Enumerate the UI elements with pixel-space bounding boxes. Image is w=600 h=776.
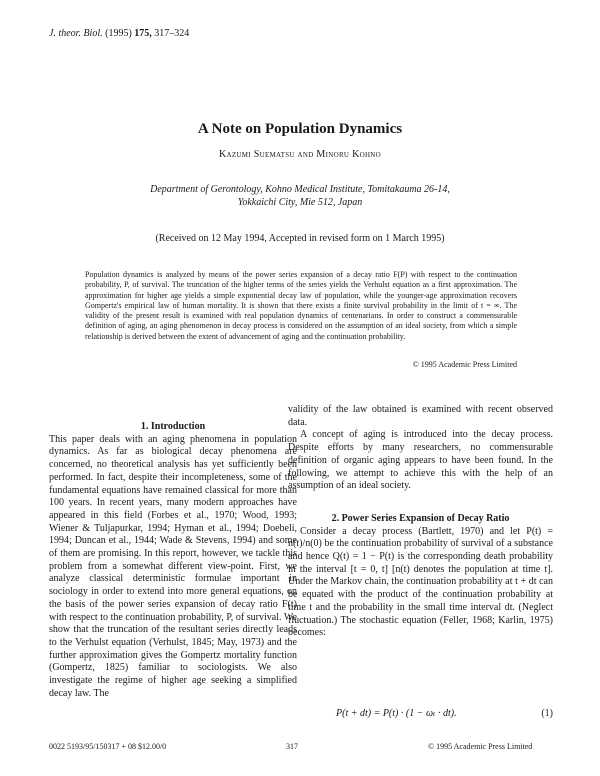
section-1-heading: 1. Introduction [140,421,206,432]
paper-title: A Note on Population Dynamics [197,121,403,137]
left-column [49,421,297,700]
journal-pages: 317–324 [154,28,190,39]
journal-year: (1995) [105,28,132,39]
abstract-copyright: © 1995 Academic Press Limited [412,360,517,369]
section-1-paragraph-1-continued: validity of the law obtained is examined with recent observed data. [288,404,553,428]
footer-page-number: 317 [286,742,298,751]
affiliation-line-1: Department of Gerontology, Kohno Medical Institute, Tomitakauma 26-14, [150,184,450,195]
footer-article-code: 0022 5193/95/150317 + 08 $12.00/0 [49,742,167,751]
section-2-paragraph-1: Consider a decay process (Bartlett, 1970) and let P(t) = n(t)/n(0) be the continuation probability of survival of a substance and hence Q(t) = 1 − P(t) is the corresponding death probability in the interval [t = 0, t] [n(t) denotes the population at time t]. Under the Markov chain, the continuation probability at t + dt can be equated with the product of the continuation probability at time t and the probability in the small time interval dt. (Neglect fluctuation.) The stochastic equation (Feller, 1968; Karlin, 1975) becomes: [288,525,553,639]
section-2-heading: 2. Power Series Expansion of Decay Ratio [331,512,510,524]
received-dates: (Received on 12 May 1994, Accepted in revised form on 1 March 1995) [155,233,445,244]
right-column [288,404,553,640]
paper-authors: Kazumi Suematsu and Minoru Kohno [218,149,382,160]
journal-volume: 175, [134,28,152,39]
affiliation-line-2: Yokkaichi City, Mie 512, Japan [237,197,363,208]
footer-copyright: © 1995 Academic Press Limited [428,742,533,751]
abstract: Population dynamics is analyzed by means of the power series expansion of a decay ratio F(P) with respect to the continuation probability, P, of survival. The truncation of the higher terms of the series yields the Verhulst equation as a first approximation. The approximation for higher age yields a simple exponential decay law of population, while the younger-age approximation recovers Gompertz's empirical law of human mortality. It is shown that there exists a finite survival probability in the limit of t = ∞. The validity of the present result is examined with real population dynamics of centenarians. In order to construct a commensurable definition of aging, an aging phenomenon in decay process is considered on the assumption of an ideal society, from which a simple relationship is derived between the extent of advancement of aging and the continuation probability. [85,270,517,341]
section-spacer [288,493,553,513]
journal-name: J. theor. Biol. [49,28,103,39]
equation-expression: P(t + dt) = P(t) · (1 − ωₜ · dt). [336,708,457,719]
section-1-paragraph-2: A concept of aging is introduced into the decay process. Despite efforts by many researchers, no commensurable definition of organic aging appears to have been found. In the following, we attempt to achieve this with the help of an assumption of an ideal society. [288,429,553,492]
equation-number: (1) [541,708,553,719]
affiliation [0,183,600,209]
section-1-paragraph-1: This paper deals with an aging phenomena in population dynamics. As far as biological decay phenomena are concerned, no theoretical analysis has yet sufficiently been performed. In fact, despite their incompleteness, some of the fundamental equations have remained classical for more than 100 years. In recent years, many modern approaches have appeared in this field (Forbes et al., 1970; Wood, 1993; Wiener & Tuljapurkar, 1994; Hyman et al., 1994; Doebeli, 1994; Duncan et al., 1944; Wade & Stevens, 1994) and some of them are promising. In this report, however, we tackle this problem from a somewhat different view-point. First, we analyze classical deterministic formulae important in sociology in order to extend into more general equations, on the basis of the power series expansion of decay ratio F(t) with respect to the continuation probability, P, of survival. We show that the truncation of the resultant series directly leads to the Verhulst equation (Verhulst, 1845; May, 1973) and the further approximation gives the Gompertz mortality function (Gompertz, 1825) familiar to sociologists. We also investigate the regime of higher age seeking a simplified decay law. The [49,433,297,699]
journal-reference [49,28,189,39]
